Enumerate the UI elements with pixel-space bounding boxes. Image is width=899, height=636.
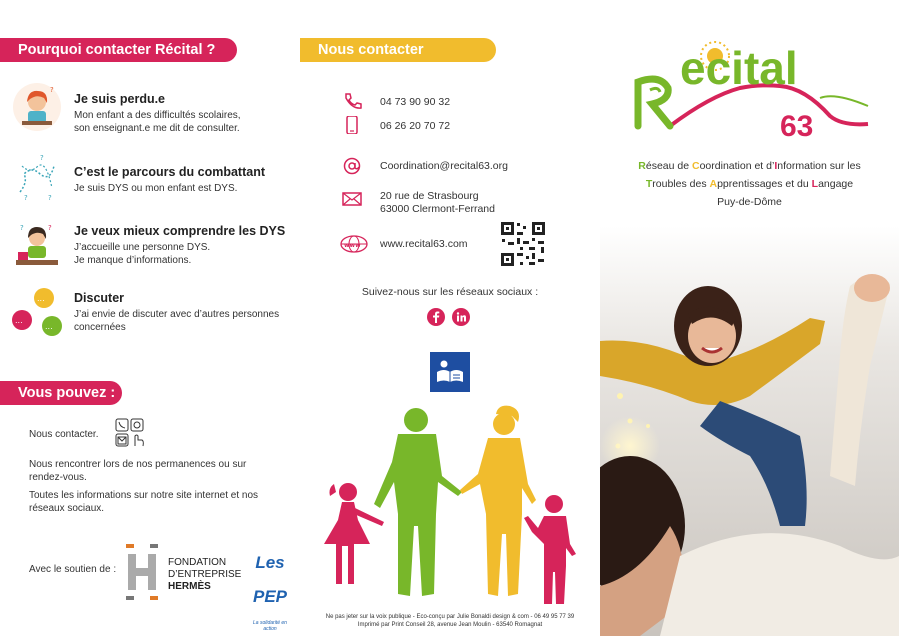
vous-rencontrer-line-1: Nous rencontrer lors de nos permanences ou sur	[29, 459, 247, 470]
section-header-vous-pouvez-text: Vous pouvez :	[18, 385, 116, 401]
left-panel	[0, 0, 300, 636]
support-label: Avec le soutien de :	[29, 564, 117, 575]
item-comprendre	[74, 224, 299, 267]
mother-silhouette	[460, 406, 536, 596]
tagline-initial-t: T	[645, 178, 653, 190]
item-discuter	[74, 291, 299, 334]
item-discuter-line-1: J’ai envie de discuter avec d’autres personnes	[74, 309, 280, 320]
easy-read-logo-icon	[430, 352, 470, 392]
svg-text:...: ...	[45, 322, 53, 331]
svg-text:?: ?	[20, 224, 24, 232]
tagline-initial-l: L	[811, 178, 819, 190]
phone-icon	[340, 92, 364, 110]
item-lost	[74, 92, 299, 135]
svg-text:...: ...	[37, 294, 45, 303]
item-discuter-line-2: concernées	[74, 322, 126, 333]
item-comprendre-line-1: J’accueille une personne DYS.	[74, 242, 211, 253]
tagline-word-5: pprentissages et du	[717, 178, 812, 190]
contact-address-line-2: 63000 Clermont-Ferrand	[380, 203, 495, 215]
svg-text:?: ?	[24, 194, 28, 202]
contact-address	[380, 190, 495, 216]
tagline-word-1: éseau de	[645, 160, 692, 172]
parent-child-photo	[600, 226, 899, 636]
fondation-line-3: HERMÈS	[168, 581, 211, 592]
family-silhouette-illustration	[318, 404, 586, 612]
tagline-initial-a: A	[709, 178, 718, 190]
svg-text:?: ?	[48, 224, 52, 232]
fondation-hermes-logo	[126, 544, 160, 600]
tagline-word-2: oordination et d’	[699, 160, 775, 172]
speech-bubbles-icon	[10, 286, 64, 340]
tagline-word-4: roubles des	[652, 178, 710, 190]
footer-credits	[300, 613, 600, 629]
tagline-initial-i: I	[774, 160, 778, 172]
section-header-why-text: Pourquoi contacter Récital ?	[18, 42, 216, 58]
linkedin-icon[interactable]	[452, 308, 470, 326]
fondation-line-1: FONDATION	[168, 557, 227, 568]
tagline-word-3: nformation sur les	[777, 160, 861, 172]
qr-code-icon[interactable]	[499, 220, 547, 268]
svg-text:?: ?	[40, 154, 44, 162]
tagline-word-6: angage	[818, 178, 854, 190]
pep-tagline: La solidarité en action	[253, 620, 287, 632]
vous-infos	[29, 489, 289, 515]
vous-rencontrer	[29, 458, 289, 484]
contact-website[interactable]: www.recital63.com	[380, 238, 468, 250]
item-parcours-title: C’est le parcours du combattant	[74, 165, 266, 179]
tagline-line-2	[600, 175, 899, 193]
section-header-vous-pouvez	[0, 381, 122, 405]
footer-line-1: Ne pas jeter sur la voix publique - Eco-conçu par Julie Bonaldi design & com - 06 49 95 77 39	[325, 614, 575, 620]
pep-logo-text: Les PEP	[252, 553, 288, 606]
item-comprendre-title: Je veux mieux comprendre les DYS	[74, 224, 286, 238]
middle-panel	[300, 0, 600, 636]
section-header-contact	[300, 38, 496, 62]
section-header-why	[0, 38, 237, 62]
section-header-contact-text: Nous contacter	[318, 42, 424, 58]
tagline-line-1	[600, 157, 899, 175]
fondation-hermes-text	[168, 557, 241, 593]
envelope-icon	[340, 190, 364, 208]
footer-line-2: Imprimé par Print Conseil 28, avenue Jean Moulin - 63540 Romagnat	[357, 622, 543, 628]
contact-phone-row	[340, 92, 450, 110]
vous-contact-line: Nous contacter.	[29, 429, 99, 440]
at-sign-icon	[340, 157, 364, 175]
vous-rencontrer-line-2: rendez-vous.	[29, 472, 87, 483]
social-label: Suivez-nous sur les réseaux sociaux :	[361, 286, 539, 298]
father-silhouette	[374, 408, 462, 596]
tagline-block	[600, 157, 899, 211]
vous-infos-line-2: réseaux sociaux.	[29, 503, 105, 514]
facebook-icon[interactable]	[427, 308, 445, 326]
contact-email-row	[340, 157, 508, 175]
right-panel	[600, 0, 899, 636]
contact-mobile[interactable]: 06 26 20 70 72	[380, 120, 451, 132]
logo-text-body: ecital	[680, 42, 798, 94]
svg-text:?: ?	[50, 86, 54, 94]
maze-path-icon	[10, 152, 64, 206]
globe-www-icon	[340, 235, 368, 253]
thinking-girl-icon	[10, 218, 64, 272]
contact-email[interactable]: Coordination@recital63.org	[380, 160, 508, 172]
contact-website-row	[340, 235, 468, 253]
tagline-line-3: Puy-de-Dôme	[717, 196, 782, 208]
svg-text:...: ...	[15, 316, 23, 325]
item-lost-title: Je suis perdu.e	[74, 92, 166, 106]
lost-child-icon	[10, 80, 64, 134]
item-discuter-title: Discuter	[74, 291, 125, 305]
boy-silhouette	[524, 495, 576, 604]
mobile-phone-icon	[340, 116, 364, 134]
svg-text:?: ?	[48, 194, 52, 202]
tagline-initial-r: R	[638, 160, 646, 172]
fondation-line-2: D’ENTREPRISE	[168, 569, 242, 580]
contact-mobile-row	[340, 116, 450, 134]
vous-infos-line-1: Toutes les informations sur notre site internet et nos	[29, 490, 259, 501]
contact-address-line-1: 20 rue de Strasbourg	[380, 190, 479, 202]
contact-address-row	[340, 190, 495, 216]
item-parcours	[74, 165, 299, 195]
tagline-initial-c: C	[692, 160, 700, 172]
item-parcours-line-1: Je suis DYS ou mon enfant est DYS.	[74, 183, 238, 194]
contact-phone[interactable]: 04 73 90 90 32	[380, 96, 451, 108]
item-lost-line-2: son enseignant.e me dit de consulter.	[74, 123, 240, 134]
item-lost-line-1: Mon enfant a des difficultés scolaires,	[74, 110, 241, 121]
item-comprendre-line-2: Je manque d’informations.	[74, 255, 192, 266]
pep-logo	[246, 546, 294, 632]
contact-devices-icon	[115, 418, 147, 448]
girl-silhouette	[324, 483, 384, 584]
logo-number: 63	[780, 110, 814, 143]
recital63-logo	[630, 26, 870, 146]
svg-text:www: www	[344, 242, 361, 249]
